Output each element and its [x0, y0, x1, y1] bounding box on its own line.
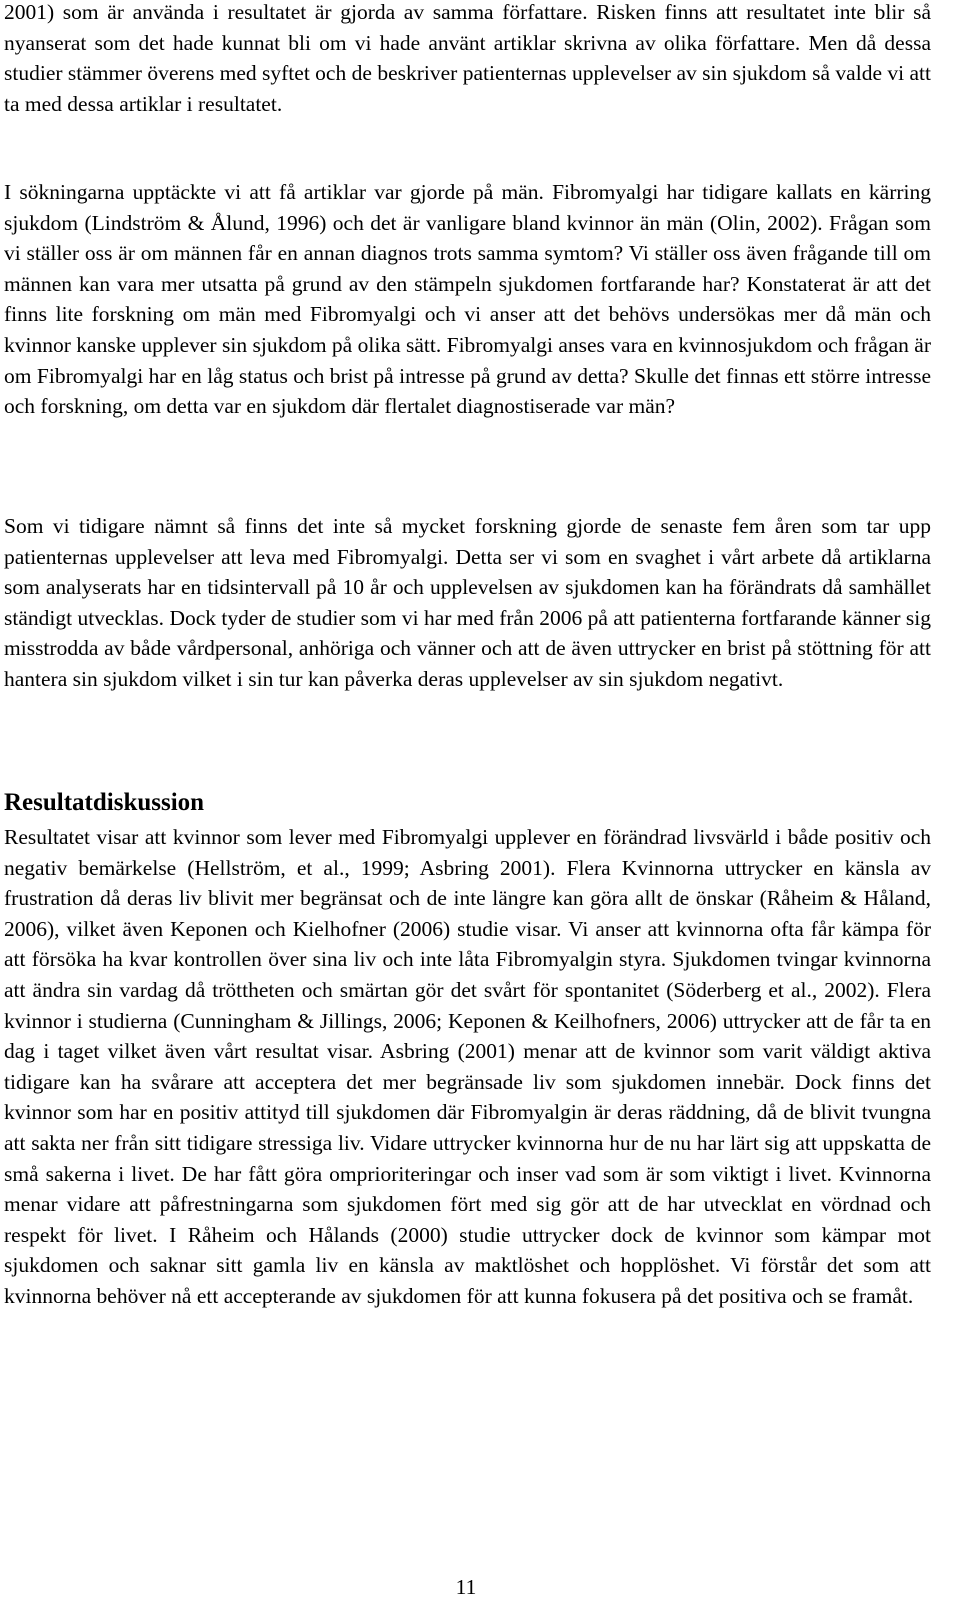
- page-number: 11: [455, 1575, 477, 1599]
- paragraph-recent-research: Som vi tidigare nämnt så finns det inte så mycket forskning gjorde de senaste fem åren som tar upp patienternas upplevelser att leva med Fibromyalgi. Detta ser vi som en svaghet i vårt arbete då artiklarna som analyserats har en tidsintervall på 10 år och upplevelsen av sjukdomen kan ha förändrats då samhället ständigt utvecklas. Dock tyder de studier som vi har med från 2006 på att patienterna fortfarande känner sig misstrodda av både vårdpersonal, anhöriga och vänner och att de även uttrycker en brist på stöttning för att hantera sin sjukdom vilket i sin tur kan påverka deras upplevelser av sin sjukdom negativt.: [4, 514, 931, 691]
- paragraph-result-discussion: Resultatet visar att kvinnor som lever med Fibromyalgi upplever en förändrad livsvärld i både positiv och negativ bemärkelse (Hellström, et al., 1999; Asbring 2001). Flera Kvinnorna uttrycker en känsla av frustration då deras liv blivit mer begränsat och de inte längre kan göra allt de önskar (Råheim & Håland, 2006), vilket även Keponen och Kielhofner (2006) studie visar. Vi anser att kvinnorna ofta får kämpa för att försöka ha kvar kontrollen över sina liv och inte låta Fibromyalgin styra. Sjukdomen tvingar kvinnorna att ändra sin vardag då tröttheten och smärtan gör det svårt för spontanitet (Söderberg et al., 2002). Flera kvinnor i studierna (Cunningham & Jillings, 2006; Keponen & Keilhofners, 2006) uttrycker att de får ta en dag i taget vilket även vårt resultat visar. Asbring (2001) menar att de kvinnor som varit väldigt aktiva tidigare kan ha svårare att acceptera det mer begränsade liv som sjukdomen innebär. Dock finns det kvinnor som har en positiv attityd till sjukdomen där Fibromyalgin är deras räddning, då de blivit tvungna att sakta ner från sitt tidigare stressiga liv. Vidare uttrycker kvinnorna hur de nu har lärt sig att uppskatta de små sakerna i livet. De har fått göra omprioriteringar och inser vad som är som viktigt i livet. Kvinnorna menar vidare att påfrestningarna som sjukdomen fört med sig gör att de har utvecklat en vördnad och respekt för livet. I Råheim och Hålands (2000) studie uttrycker dock de kvinnor som kämpar mot sjukdomen och saknar sitt gamla liv en känsla av maktlöshet och hopplöshet. Vi förstår det som att kvinnorna behöver nå ett accepterande av sjukdomen för att kunna fokusera på det positiva och se framåt.: [4, 825, 931, 1308]
- paragraph-source-limitations: 2001) som är använda i resultatet är gjorda av samma författare. Risken finns att resultatet inte blir så nyanserat som det hade kunnat bli om vi hade använt artiklar skrivna av olika författare. Men då dessa studier stämmer överens med syftet och de beskriver patienternas upplevelser av sin sjukdom så valde vi att ta med dessa artiklar i resultatet.: [4, 0, 931, 116]
- section-heading: Resultatdiskussion: [4, 789, 205, 816]
- paragraph-men-research: I sökningarna upptäckte vi att få artiklar var gjorde på män. Fibromyalgi har tidigare kallats en kärring sjukdom (Lindström & Ålund, 1996) och det är vanligare bland kvinnor än män (Olin, 2002). Frågan som vi ställer oss är om männen får en annan diagnos trots samma symtom? Vi ställer oss även frågande till om männen kan vara mer utsatta på grund av den stämpeln sjukdomen fortfarande har? Konstaterat är att det finns lite forskning om män med Fibromyalgi och vi anser att det behövs undersökas mer då män och kvinnor kanske upplever sin sjukdom på olika sätt. Fibromyalgi anses vara en kvinnosjukdom och frågan är om Fibromyalgi har en låg status och brist på intresse på grund av detta? Skulle det finnas ett större intresse och forskning, om detta var en sjukdom där flertalet diagnostiserade var män?: [4, 180, 931, 419]
